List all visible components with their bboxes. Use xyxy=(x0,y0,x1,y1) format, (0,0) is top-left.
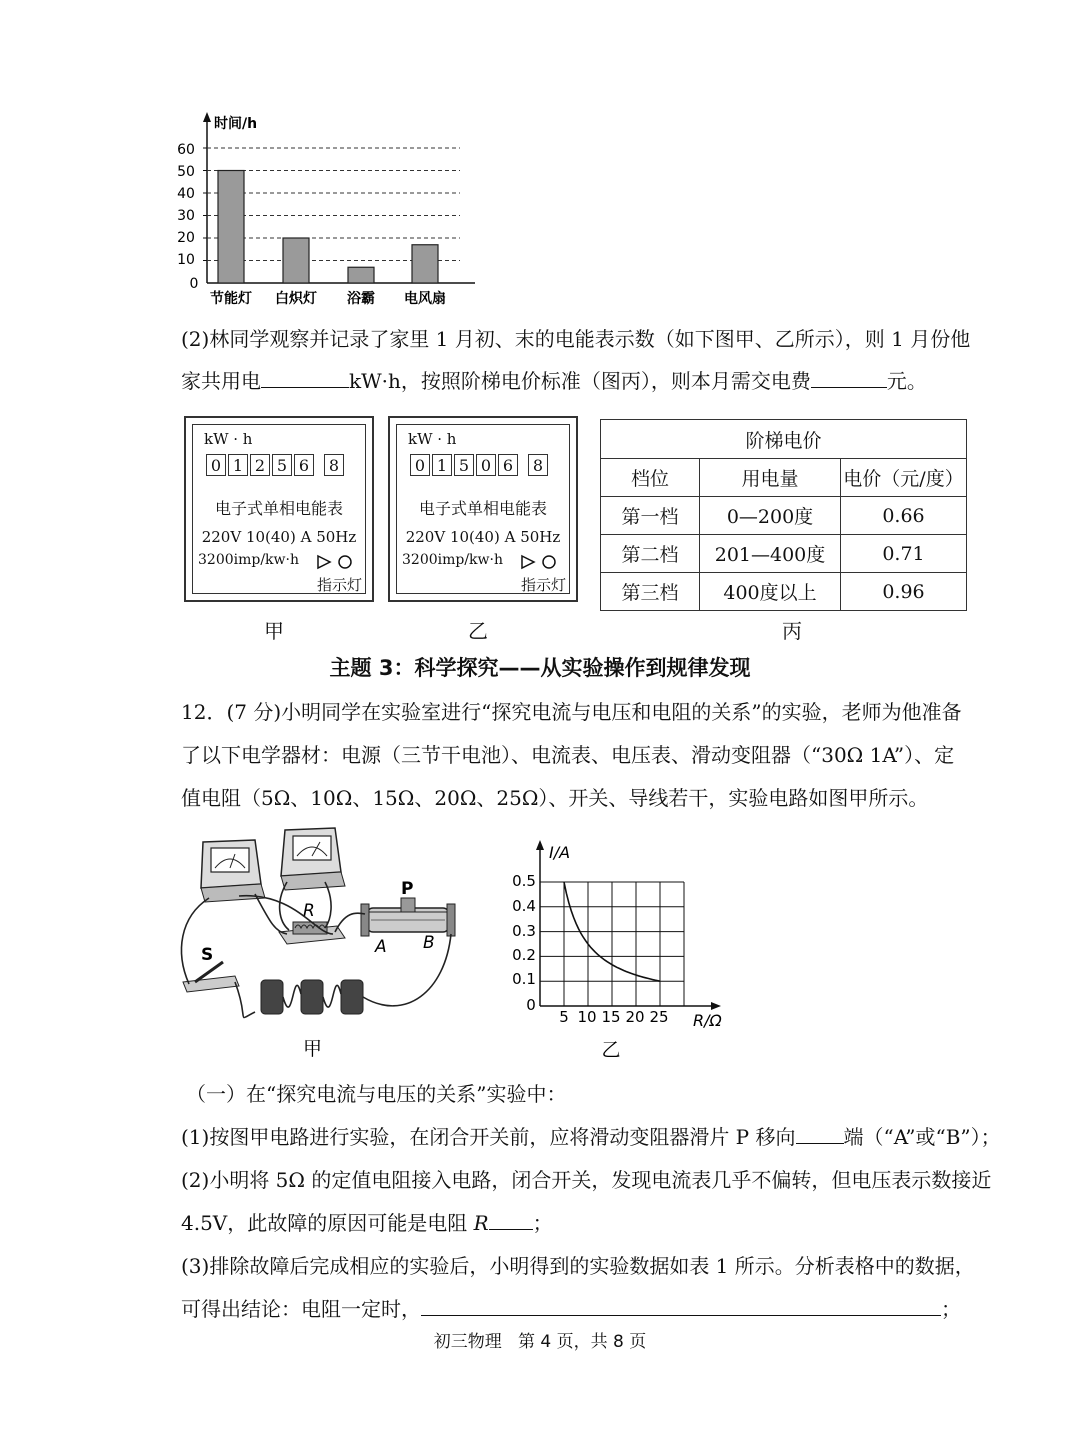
y-tick-label: 0 xyxy=(526,996,536,1014)
answer-blank-q2[interactable] xyxy=(489,1209,533,1230)
bar-2 xyxy=(283,238,309,283)
x-tick-label: 15 xyxy=(601,1008,621,1026)
label-s: S xyxy=(201,945,214,965)
y-tick-label: 0.4 xyxy=(512,897,536,915)
answer-blank-fee[interactable] xyxy=(811,367,887,388)
x-tick-label: 20 xyxy=(625,1008,645,1026)
part1-q3-line1: (3)排除故障后完成相应的实验后，小明得到的实验数据如表 1 所示。分析表格中的数据， xyxy=(181,1254,975,1278)
q11-2-line2-b: kW·h，按照阶梯电价标准（图丙），则本月需交电费 xyxy=(349,369,811,393)
tiered-price-table xyxy=(600,419,967,611)
topic-heading: 主题 3：科学探究——从实验操作到规律发现 xyxy=(329,656,751,680)
x-category-label: 节能灯 xyxy=(210,291,252,307)
x-axis-label: R/Ω xyxy=(693,1011,722,1030)
part1-q2-b: 4.5V，此故障的原因可能是电阻 xyxy=(181,1211,468,1235)
y-tick-label: 0.5 xyxy=(512,872,536,890)
x-axis-arrow xyxy=(711,1002,721,1010)
table-cell: 0.96 xyxy=(841,573,967,611)
y-axis-label: I/A xyxy=(549,843,571,862)
part1-q3-line2 xyxy=(181,1295,961,1323)
part1-q2-line1: (2)小明将 5Ω 的定值电阻接入电路，闭合开关，发现电流表几乎不偏转，但电压表示数接近 xyxy=(181,1168,992,1192)
meter-spec: 220V 10(40) A 50Hz xyxy=(201,528,357,546)
electric-meter-yi xyxy=(388,416,578,602)
part1-q2-r: R xyxy=(473,1211,489,1235)
table-row xyxy=(601,535,967,573)
meter-spec: 220V 10(40) A 50Hz xyxy=(405,528,561,546)
meter-name: 电子式单相电能表 xyxy=(214,499,343,518)
part1-q1-b: 端（“A”或“B”）； xyxy=(843,1125,1001,1149)
y-tick-label: 50 xyxy=(177,164,195,180)
caption-graph: 乙 xyxy=(601,1039,621,1061)
table-header-row xyxy=(601,459,967,497)
y-tick-label: 10 xyxy=(177,252,195,268)
x-category-label: 浴霸 xyxy=(347,291,375,307)
q11-2-line2-c: 元。 xyxy=(886,369,927,393)
page-footer: 初三物理 第 4 页，共 8 页 xyxy=(433,1332,647,1352)
q11-2-line1: (2)林同学观察并记录了家里 1 月初、末的电能表示数（如下图甲、乙所示），则 1 月份他 xyxy=(181,327,971,351)
table-header: 电价（元/度） xyxy=(841,459,967,497)
indicator-light-icon xyxy=(316,554,358,570)
q12-line3: 值电阻（5Ω、10Ω、15Ω、20Ω、25Ω）、开关、导线若干，实验电路如图甲所示。 xyxy=(181,786,929,810)
table-row xyxy=(601,573,967,611)
x-category-label: 白炽灯 xyxy=(275,291,317,307)
meter-name: 电子式单相电能表 xyxy=(418,499,547,518)
y-tick-label: 30 xyxy=(177,208,195,224)
meter-digit-decimal: 8 xyxy=(528,454,548,476)
label-r: R xyxy=(303,901,315,921)
caption-circuit: 甲 xyxy=(303,1038,323,1060)
q11-2-line2-a: 家共用电 xyxy=(181,369,261,393)
rheostat-icon xyxy=(361,898,455,936)
y-axis-label: 时间/h xyxy=(214,116,258,132)
part1-q1-a: (1)按图甲电路进行实验，在闭合开关前，应将滑动变阻器滑片 P 移向 xyxy=(181,1125,796,1149)
meter-imp: 3200imp/kw·h xyxy=(402,552,503,568)
q12-line1: 12．(7 分)小明同学在实验室进行“探究电流与电压和电阻的关系”的实验，老师为他准备 xyxy=(181,700,962,724)
x-tick-label: 10 xyxy=(577,1008,597,1026)
ammeter-icon xyxy=(201,840,265,902)
table-cell: 0.71 xyxy=(841,535,967,573)
y-tick-label: 0.1 xyxy=(512,970,536,988)
table-cell: 0.66 xyxy=(841,497,967,535)
meter-digit: 0 xyxy=(476,454,496,476)
answer-blank-q3[interactable] xyxy=(421,1295,941,1316)
meter-digit: 0 xyxy=(410,454,430,476)
answer-blank-q1[interactable] xyxy=(796,1123,844,1144)
ir-graph xyxy=(505,836,735,1066)
part1-title: （一）在“探究电流与电压的关系”实验中： xyxy=(186,1082,567,1106)
meter-digits xyxy=(206,454,346,476)
table-cell: 400度以上 xyxy=(700,573,841,611)
meter-digit: 6 xyxy=(294,454,314,476)
indicator-light-icon xyxy=(520,554,562,570)
part1-q2-line2 xyxy=(181,1209,553,1237)
meter-digit: 5 xyxy=(272,454,292,476)
meter-digit: 1 xyxy=(228,454,248,476)
table-row xyxy=(601,497,967,535)
bar-3 xyxy=(348,267,374,283)
meter-digit-decimal: 8 xyxy=(324,454,344,476)
meter-unit: kW · h xyxy=(408,430,457,448)
meter-indicator-label: 指示灯 xyxy=(520,576,566,594)
bar-chart xyxy=(170,108,480,308)
meter-digit: 2 xyxy=(250,454,270,476)
table-cell: 0—200度 xyxy=(700,497,841,535)
y-axis-arrow xyxy=(536,840,544,850)
voltmeter-icon xyxy=(281,828,345,890)
y-tick-label: 0.2 xyxy=(512,946,536,964)
caption-bing: 丙 xyxy=(782,619,802,643)
part1-q3-b: 可得出结论：电阻一定时， xyxy=(181,1297,421,1321)
table-cell: 第三档 xyxy=(601,573,700,611)
part1-q1 xyxy=(181,1123,1001,1151)
y-axis-arrow xyxy=(203,112,211,122)
resistor-icon xyxy=(279,922,345,944)
bar-1 xyxy=(218,171,244,284)
q12-line2: 了以下电学器材：电源（三节干电池）、电流表、电压表、滑动变阻器（“30Ω 1A”）、定 xyxy=(181,743,955,767)
meter-indicator-label: 指示灯 xyxy=(316,576,362,594)
y-tick-label: 60 xyxy=(177,142,195,158)
part1-q3-c: ； xyxy=(941,1297,961,1321)
label-b: B xyxy=(423,933,435,953)
y-tick-label: 0.3 xyxy=(512,922,536,940)
y-tick-label: 0 xyxy=(189,276,199,292)
x-tick-label: 5 xyxy=(559,1008,569,1026)
table-cell: 第二档 xyxy=(601,535,700,573)
meter-digit: 6 xyxy=(498,454,518,476)
x-tick-label: 25 xyxy=(649,1008,669,1026)
x-category-label: 电风扇 xyxy=(404,291,446,307)
table-title: 阶梯电价 xyxy=(601,420,967,459)
caption-yi: 乙 xyxy=(468,619,488,643)
y-tick-label: 20 xyxy=(177,230,195,246)
meter-digit: 0 xyxy=(206,454,226,476)
meter-unit: kW · h xyxy=(204,430,253,448)
meter-digit: 5 xyxy=(454,454,474,476)
meter-imp: 3200imp/kw·h xyxy=(198,552,299,568)
meter-digits xyxy=(410,454,550,476)
table-header: 用电量 xyxy=(700,459,841,497)
answer-blank-energy[interactable] xyxy=(261,367,349,388)
label-a: A xyxy=(375,937,387,957)
circuit-diagram xyxy=(175,822,475,1067)
q11-2-line2 xyxy=(181,367,927,395)
table-cell: 第一档 xyxy=(601,497,700,535)
battery-icon xyxy=(261,980,363,1014)
label-p: P xyxy=(401,879,414,899)
y-tick-label: 40 xyxy=(177,186,195,202)
table-cell: 201—400度 xyxy=(700,535,841,573)
table-header: 档位 xyxy=(601,459,700,497)
meter-digit: 1 xyxy=(432,454,452,476)
part1-q2-c: ； xyxy=(532,1211,553,1235)
bar-4 xyxy=(412,245,438,283)
caption-jia: 甲 xyxy=(264,619,284,643)
electric-meter-jia xyxy=(184,416,374,602)
switch-icon xyxy=(183,962,239,992)
